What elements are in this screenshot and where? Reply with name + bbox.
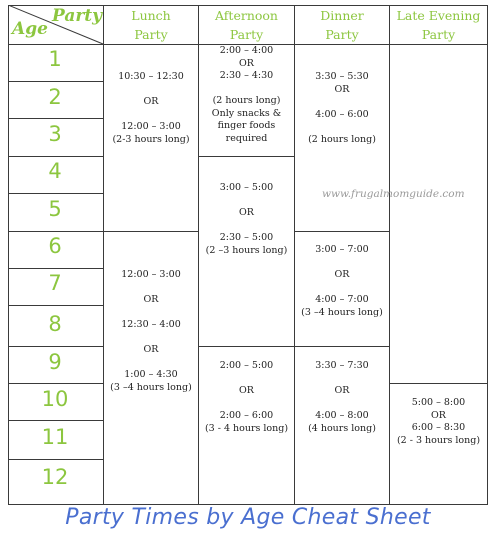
- dinner-ages-6-8: 3:00 – 7:00 OR 4:00 – 7:00 (3 –4 hours long): [301, 244, 383, 318]
- age-5: 5: [48, 197, 62, 221]
- lunch-ages-1-5: 10:30 – 12:30 OR 12:00 – 3:00 (2-3 hours long): [112, 71, 190, 145]
- afternoon-ages-9-12: 2:00 – 5:00 OR 2:00 – 6:00 (3 - 4 hours long): [204, 360, 289, 434]
- corner-party-label: Party: [52, 6, 103, 26]
- age-7: 7: [48, 271, 62, 295]
- dinner-ages-9-12: 3:30 – 7:30 OR 4:00 – 8:00 (4 hours long): [308, 360, 376, 434]
- age-10: 10: [41, 387, 69, 411]
- grid-line: [294, 231, 390, 232]
- header-lunch-text: Lunch Party: [131, 8, 171, 42]
- age-4: 4: [48, 159, 62, 183]
- grid-line: [8, 118, 104, 119]
- grid-line: [487, 5, 488, 505]
- grid-line: [389, 383, 488, 384]
- grid-line: [8, 383, 104, 384]
- header-dinner: [294, 6, 390, 44]
- grid-line: [8, 193, 104, 194]
- watermark: www.frugalmomguide.com: [322, 188, 465, 200]
- header-dinner-text: Dinner Party: [320, 8, 364, 42]
- grid-line: [8, 459, 104, 460]
- grid-line: [8, 156, 104, 157]
- grid-line: [8, 346, 104, 347]
- header-afternoon: [198, 6, 295, 44]
- grid-line: [294, 346, 390, 347]
- header-lunch: [103, 6, 199, 44]
- header-afternoon-text: Afternoon Party: [215, 8, 278, 42]
- lunch-ages-6-12: 12:00 – 3:00 OR 12:30 – 4:00 OR 1:00 – 4:30 (3 –4 hours long): [110, 269, 192, 393]
- grid-line: [8, 268, 104, 269]
- late-evening-ages-10-12: 5:00 – 8:00 OR 6:00 – 8:30 (2 - 3 hours long): [396, 397, 481, 446]
- dinner-ages-1-5: 3:30 – 5:30 OR 4:00 – 6:00 (2 hours long): [308, 71, 376, 145]
- grid-line: [198, 346, 295, 347]
- header-late-evening: [389, 6, 488, 44]
- grid-line: [8, 420, 104, 421]
- age-6: 6: [48, 234, 62, 258]
- afternoon-ages-4-8: 3:00 – 5:00 OR 2:30 – 5:00 (2 –3 hours long): [205, 182, 288, 256]
- age-8: 8: [48, 312, 62, 336]
- grid-line: [198, 156, 295, 157]
- age-9: 9: [48, 350, 62, 374]
- age-12: 12: [41, 465, 69, 489]
- age-3: 3: [48, 122, 62, 146]
- afternoon-ages-1-3: 2:00 – 4:00 OR 2:30 – 4:30 (2 hours long) Only snacks & finger foods required: [211, 45, 282, 144]
- grid-line: [8, 305, 104, 306]
- corner-age-label: Age: [12, 19, 48, 39]
- grid-line: [103, 231, 199, 232]
- grid-line: [8, 81, 104, 82]
- age-2: 2: [48, 85, 62, 109]
- header-late-evening-text: Late Evening Party: [396, 8, 481, 42]
- age-11: 11: [41, 425, 69, 449]
- age-1: 1: [48, 47, 62, 71]
- page-title: Party Times by Age Cheat Sheet: [65, 505, 431, 530]
- grid-line: [8, 231, 104, 232]
